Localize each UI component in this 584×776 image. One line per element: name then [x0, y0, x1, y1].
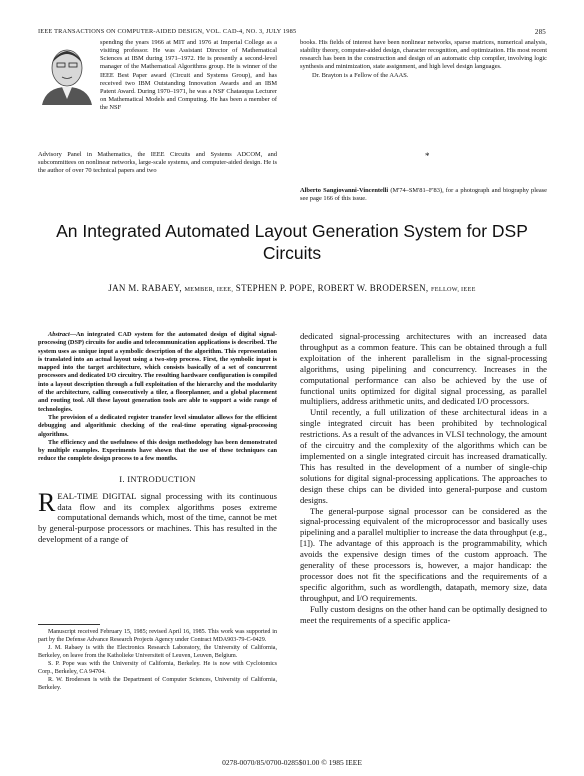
footnote-brodersen: R. W. Brodersen is with the Department of Computer Sciences, University of California, Berkeley.	[38, 677, 277, 691]
author-brodersen-grade: FELLOW, IEEE	[431, 286, 476, 293]
journal-header: IEEE TRANSACTIONS ON COMPUTER-AIDED DESIGN, VOL. CAD-4, NO. 3, JULY 1985	[38, 28, 297, 35]
abstract-paragraph-2: The provision of a dedicated register transfer level simulator allows for the efficient debugging and algorithmic checking of the real-time operating signal-processing algorithms.	[38, 413, 277, 438]
author-rabaey: JAN M. RABAEY,	[108, 283, 182, 293]
paper-title: An Integrated Automated Layout Generation System for DSP Circuits	[56, 221, 528, 263]
abstract-paragraph-1: —An integrated CAD system for the automated design of digital signal-processing (DSP) circuits for audio and telecommunication applications is described. The system uses as unique input a symbolic description of the algorithm. This representation is translated into an actual layout using a two-step process. First, the symbolic input is mapped into the target architecture, which consists basically of a set of concurrent processors and dedicated I/O circuitry. The resulting hardware configuration is compiled into a layout description through a full exploitation of the hierarchy and the modularity of the architecture, calling consecutively a tiler, a floorplanner, and a global placement and routing tool. All these layout generation tools are able to support a wide range of technologies.	[38, 331, 277, 413]
body-paragraph: dedicated signal-processing architectures with an increased data throughput as a common feature. This can be obtained through a full exploitation of the inherent parallelism in the signal-processing algorithms, using pipelining and concurrency. Increases in the computational performance can also be achieved by the use of functional units optimized for digital signal processing, as parallel multipliers, address arithmetic units, and dedicated I/O processors.	[300, 331, 547, 407]
body-paragraph: The general-purpose signal processor can be considered as the signal-processing equivalent of the microprocessor and basically uses pipelining and a parallel multiplier to increase the data throughput (e.g., [1]). The advantage of this approach is the programmability, which avoids the expensive design times of the custom approach. The generality of these processors is, however, a major handicap: the processor does not fit the specifications and the requirements of a specific algorithm, such as wordlength, datapath, memory size, data throughput, and I/O requirements.	[300, 505, 547, 603]
footnote-manuscript: Manuscript received February 15, 1985; revised April 16, 1985. This work was supported in part by the Defense Advance Research Projects Agency under Contract MDA903-79-C-0429.	[38, 629, 277, 643]
bio-sangiovanni-name: Alberto Sangiovanni-Vincentelli	[300, 187, 389, 194]
bio-brayton-text-continued: Advisory Panel in Mathematics, the IEEE Circuits and Systems ADCOM, and subcommittees on nonlinear networks, large-scale systems, and computer-aided design. He is the author of over 70 technical papers and two	[38, 151, 277, 175]
body-paragraph: Until recently, a full utilization of these architectural ideas in a single integrated circuit has been prohibited by technological restrictions. As a result of the advances in VLSI technology, the amount of the circuitry and the complexity of the algorithms which can be implemented on a single integrated circuit has increased dramatically. This has resulted in the development of a number of single-chip solutions for digital signal-processing applications. The approaches to design these chips can be divided into general-purpose and custom designs.	[300, 407, 547, 505]
footnotes	[38, 628, 277, 692]
footnote-rabaey: J. M. Rabaey is with the Electronics Research Laboratory, the University of California, Berkeley, on leave from the Katholieke Universiteit of Leuven, Leuven, Belgium.	[38, 645, 277, 659]
drop-cap: R	[38, 487, 56, 517]
abstract-label: Abstract	[48, 331, 70, 338]
author-rabaey-grade: MEMBER, IEEE,	[184, 286, 234, 293]
body-paragraph: Fully custom designs on the other hand can be optimally designed to meet the requirements of a specific applica-	[300, 603, 547, 625]
bio-brayton-fellow: Dr. Brayton is a Fellow of the AAAS.	[312, 71, 409, 79]
author-pope: STEPHEN P. POPE,	[235, 283, 316, 293]
author-photo	[38, 41, 96, 105]
abstract	[38, 331, 277, 464]
running-header	[38, 28, 546, 35]
bio-sangiovanni	[300, 187, 547, 203]
section-heading-introduction: I. INTRODUCTION	[119, 473, 196, 484]
introduction-text: EAL-TIME DIGITAL signal processing with its continuous data flow and its complex algorithms poses extreme computational demands which, most of the time, cannot be met by general-purpose processors or machines. This has resulted in the development of a range of	[38, 490, 277, 545]
abstract-paragraph-3: The efficiency and the usefulness of this design methodology has been demonstrated by multiple examples. Experiments have shown that the use of these techniques can reduce the complete design process to a few months.	[38, 438, 277, 463]
bio-brayton-interests: books. His fields of interest have been nonlinear networks, sparse matrices, numerical analysis, stability theory, computer-aided design, character recognition, and optimization. His most recent research has been in the construction and design of an automatic chip compiler, involving logic synthesis and minimization, state assignment, and high level design languages.	[300, 39, 547, 71]
author-brodersen: ROBERT W. BRODERSEN,	[317, 283, 429, 293]
bio-brayton-right	[300, 39, 547, 80]
footnote-pope: S. P. Pope was with the University of California, Berkeley. He is now with Cyclotomics Corp., Berkeley, CA 94704.	[38, 661, 277, 675]
footnote-rule	[38, 624, 100, 625]
page-number: 285	[534, 28, 546, 36]
separator-star: *	[425, 151, 430, 161]
left-column	[38, 331, 277, 545]
right-column	[300, 331, 547, 625]
author-list	[38, 283, 546, 293]
bio-sangiovanni-text: (M'74–SM'81–F'83), for a photograph and biography please see page 166 of this issue.	[300, 187, 548, 203]
bio-brayton-text: spending the years 1966 at MIT and 1976 at Imperial College as a visiting professor. He was Assistant Director of Mathematical Sciences at IBM during 1971–1972. He is presently a second-level manager of the Mathematical Algorithms group. He is winner of the IEEE Best Paper award (Circuit and Systems Group), and has received two IBM Outstanding Innovation Awards and an IBM Patent Award. During 1970–1971, he was a NSF Chatauqua Lecturer on Mathematical Models and Computing. He has been a member of the NSF	[100, 39, 277, 112]
copyright-footer: 0278-0070/85/0700-0285$01.00 © 1985 IEEE	[222, 758, 362, 767]
introduction-paragraph	[38, 487, 277, 546]
